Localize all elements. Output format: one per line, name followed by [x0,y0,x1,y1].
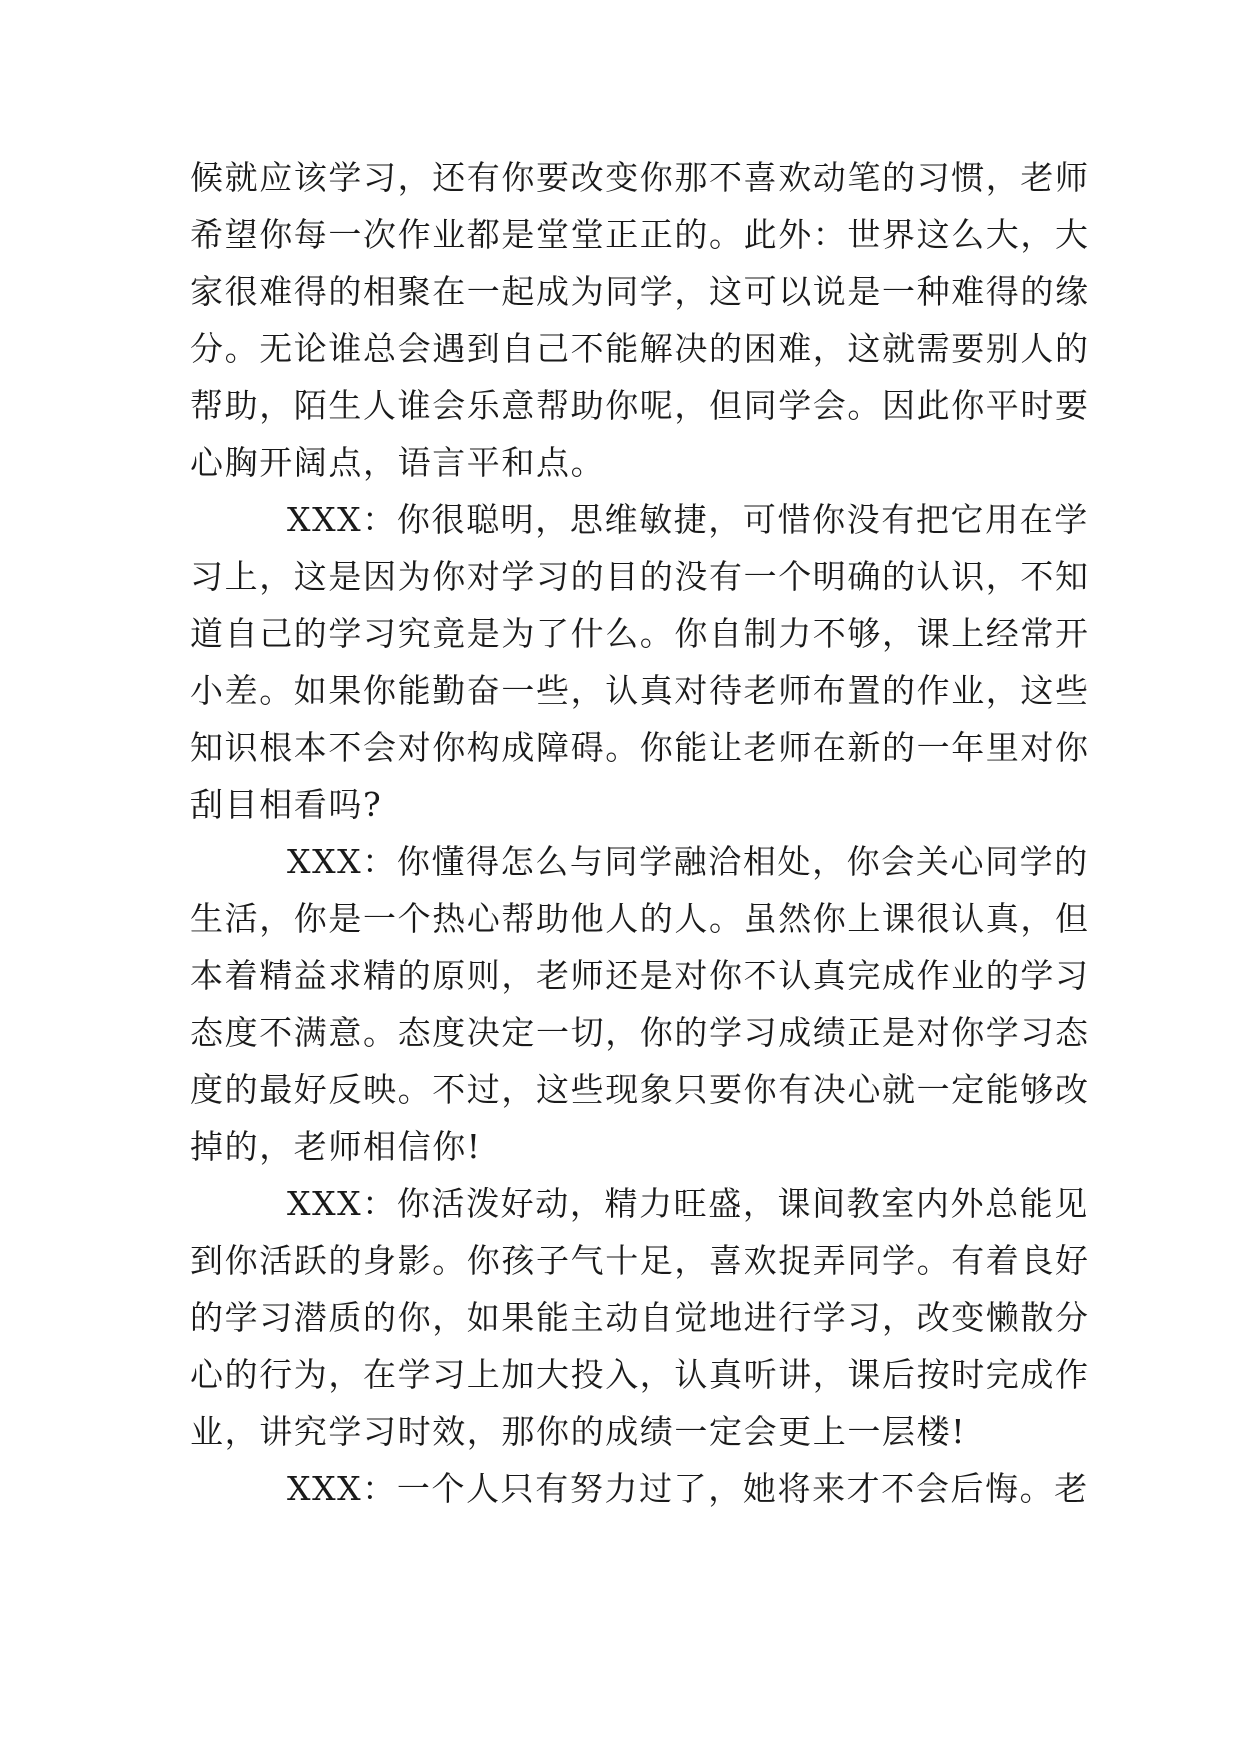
text-line: 本着精益求精的原则，老师还是对你不认真完成作业的学习 [190,956,1090,995]
text-line: 刮目相看吗? [190,785,383,824]
text-line: 希望你每一次作业都是堂堂正正的。此外：世界这么大，大 [190,215,1090,254]
text-line: 掉的，老师相信你! [190,1127,482,1166]
text-line: 道自己的学习究竟是为了什么。你自制力不够，课上经常开 [190,614,1090,653]
text-line: 生活，你是一个热心帮助他人的人。虽然你上课很认真，但 [190,899,1090,938]
text-line: 的学习潜质的你，如果能主动自觉地进行学习，改变懒散分 [190,1298,1090,1337]
text-line: 分。无论谁总会遇到自己不能解决的困难，这就需要别人的 [190,329,1090,368]
text-line: 业，讲究学习时效，那你的成绩一定会更上一层楼! [190,1412,967,1451]
text-line: 帮助，陌生人谁会乐意帮助你呢，但同学会。因此你平时要 [190,386,1090,425]
text-line: 知识根本不会对你构成障碍。你能让老师在新的一年里对你 [190,728,1090,767]
text-line: 习上，这是因为你对学习的目的没有一个明确的认识，不知 [190,557,1090,596]
text-line: 候就应该学习，还有你要改变你那不喜欢动笔的习惯，老师 [190,158,1090,197]
paragraph-start-line: XXX：你懂得怎么与同学融洽相处，你会关心同学的 [287,842,1089,881]
text-line: 小差。如果你能勤奋一些，认真对待老师布置的作业，这些 [190,671,1090,710]
text-line: 心的行为，在学习上加大投入，认真听讲，课后按时完成作 [190,1355,1090,1394]
text-line: 到你活跃的身影。你孩子气十足，喜欢捉弄同学。有着良好 [190,1241,1090,1280]
text-line: 度的最好反映。不过，这些现象只要你有决心就一定能够改 [190,1070,1090,1109]
text-line: 家很难得的相聚在一起成为同学，这可以说是一种难得的缘 [190,272,1090,311]
text-line: 态度不满意。态度决定一切，你的学习成绩正是对你学习态 [190,1013,1090,1052]
paragraph-start-line: XXX：你很聪明，思维敏捷，可惜你没有把它用在学 [287,500,1089,539]
paragraph-start-line: XXX：一个人只有努力过了，她将来才不会后悔。老 [287,1469,1089,1508]
text-line: 心胸开阔点，语言平和点。 [190,443,606,482]
paragraph-start-line: XXX：你活泼好动，精力旺盛，课间教室内外总能见 [287,1184,1089,1223]
